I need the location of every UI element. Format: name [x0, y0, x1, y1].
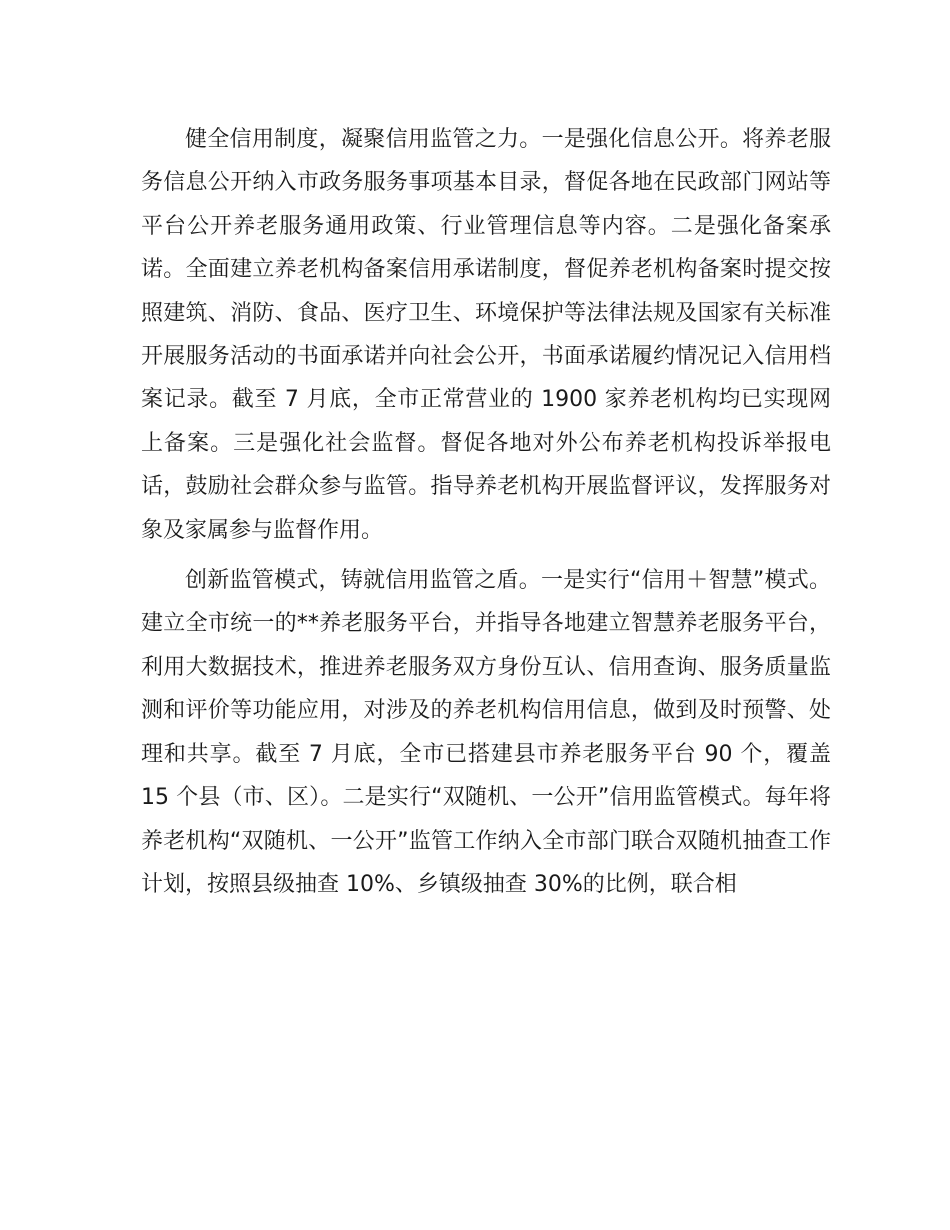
paragraph-supervision-mode: 创新监管模式，铸就信用监管之盾。一是实行“信用＋智慧”模式。建立全市统一的**养老服务平台，并指导各地建立智慧养老服务平台，利用大数据技术，推进养老服务双方身份互认、信用查询、服务质量监测和评价等功能应用，对涉及的养老机构信用信息，做到及时预警、处理和共享。截至 7 月底，全市已搭建县市养老服务平台 90 个，覆盖 15 个县（市、区）。二是实行“双随机、一公开”信用监管模式。每年将养老机构“双随机、一公开”监管工作纳入全市部门联合双随机抽查工作计划，按照县级抽查 10%、乡镇级抽查 30%的比例，联合相: [141, 568, 831, 897]
paragraph-credit-system: 健全信用制度，凝聚信用监管之力。一是强化信息公开。将养老服务信息公开纳入市政务服务事项基本目录，督促各地在民政部门网站等平台公开养老服务通用政策、行业管理信息等内容。二是强化备案承诺。全面建立养老机构备案信用承诺制度，督促养老机构备案时提交按照建筑、消防、食品、医疗卫生、环境保护等法律法规及国家有关标准开展服务活动的书面承诺并向社会公开，书面承诺履约情况记入信用档案记录。截至 7 月底，全市正常营业的 1900 家养老机构均已实现网上备案。三是强化社会监督。督促各地对外公布养老机构投诉举报电话，鼓励社会群众参与监管。指导养老机构开展监督评议，发挥服务对象及家属参与监督作用。: [141, 127, 831, 543]
document-body: [141, 118, 831, 906]
